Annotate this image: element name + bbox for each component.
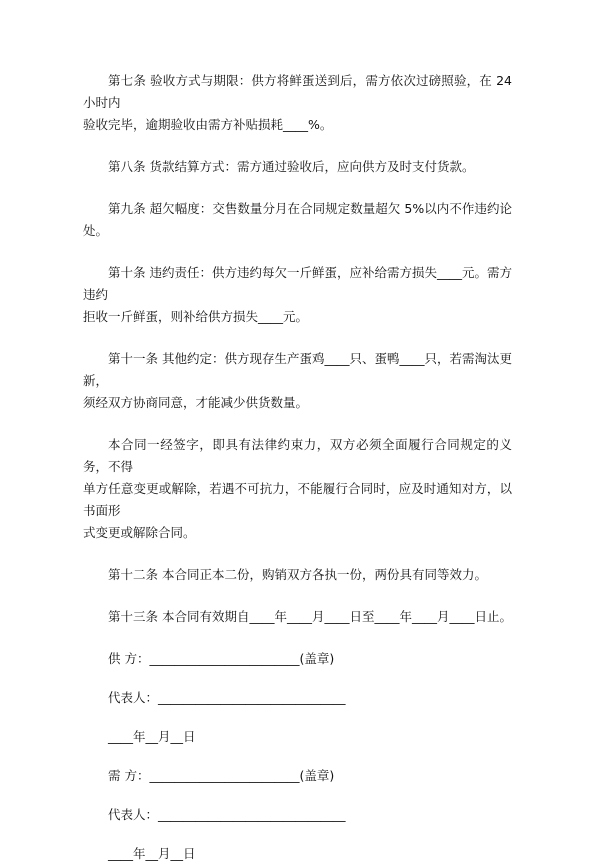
clause-7-line-2: 验收完毕，逾期验收由需方补贴损耗____%。 bbox=[83, 117, 333, 132]
clause-8-line-1: 第八条 货款结算方式：需方通过验收后，应向供方及时支付货款。 bbox=[108, 159, 475, 174]
clause-12 bbox=[83, 564, 512, 586]
clause-10-line-2: 拒收一斤鲜蛋，则补给供方损失____元。 bbox=[83, 309, 309, 324]
supplier-line: 供 方：________________________(盖章) bbox=[108, 651, 335, 666]
binding-statement bbox=[83, 434, 512, 544]
supplier-representative-line: 代表人：______________________________ bbox=[108, 690, 346, 705]
clause-10-line-1: 第十条 违约责任：供方违约每欠一斤鲜蛋，应补给需方损失____元。需方违约 bbox=[83, 265, 512, 302]
buyer-representative-line: 代表人：______________________________ bbox=[108, 807, 346, 822]
clause-9-line-1: 第九条 超欠幅度：交售数量分月在合同规定数量超欠 5%以内不作违约论处。 bbox=[83, 201, 512, 238]
clause-13 bbox=[83, 606, 512, 628]
binding-statement-line-2: 单方任意变更或解除，若遇不可抗力，不能履行合同时，应及时通知对方，以书面形 bbox=[83, 481, 512, 518]
clause-7 bbox=[83, 70, 512, 136]
clause-10 bbox=[83, 262, 512, 328]
clause-8 bbox=[83, 156, 512, 178]
buyer-line: 需 方：________________________(盖章) bbox=[108, 768, 335, 783]
clause-13-line-1: 第十三条 本合同有效期自____年____月____日至____年____月____日止。 bbox=[108, 609, 512, 624]
buyer-date-line: ____年__月__日 bbox=[108, 846, 196, 861]
clause-9 bbox=[83, 198, 512, 242]
clause-12-line-1: 第十二条 本合同正本二份，购销双方各执一份，两份具有同等效力。 bbox=[108, 567, 487, 582]
clause-11-line-1: 第十一条 其他约定：供方现存生产蛋鸡____只、蛋鸭____只，若需淘汰更新， bbox=[83, 351, 512, 388]
binding-statement-line-3: 式变更或解除合同。 bbox=[83, 525, 196, 540]
supplier-date-line: ____年__月__日 bbox=[108, 729, 196, 744]
clause-11-line-2: 须经双方协商同意，才能减少供货数量。 bbox=[83, 395, 309, 410]
clause-11 bbox=[83, 348, 512, 414]
clause-7-line-1: 第七条 验收方式与期限：供方将鲜蛋送到后，需方依次过磅照验，在 24 小时内 bbox=[83, 73, 512, 110]
binding-statement-line-1: 本合同一经签字，即具有法律约束力，双方必须全面履行合同规定的义务，不得 bbox=[83, 437, 512, 474]
